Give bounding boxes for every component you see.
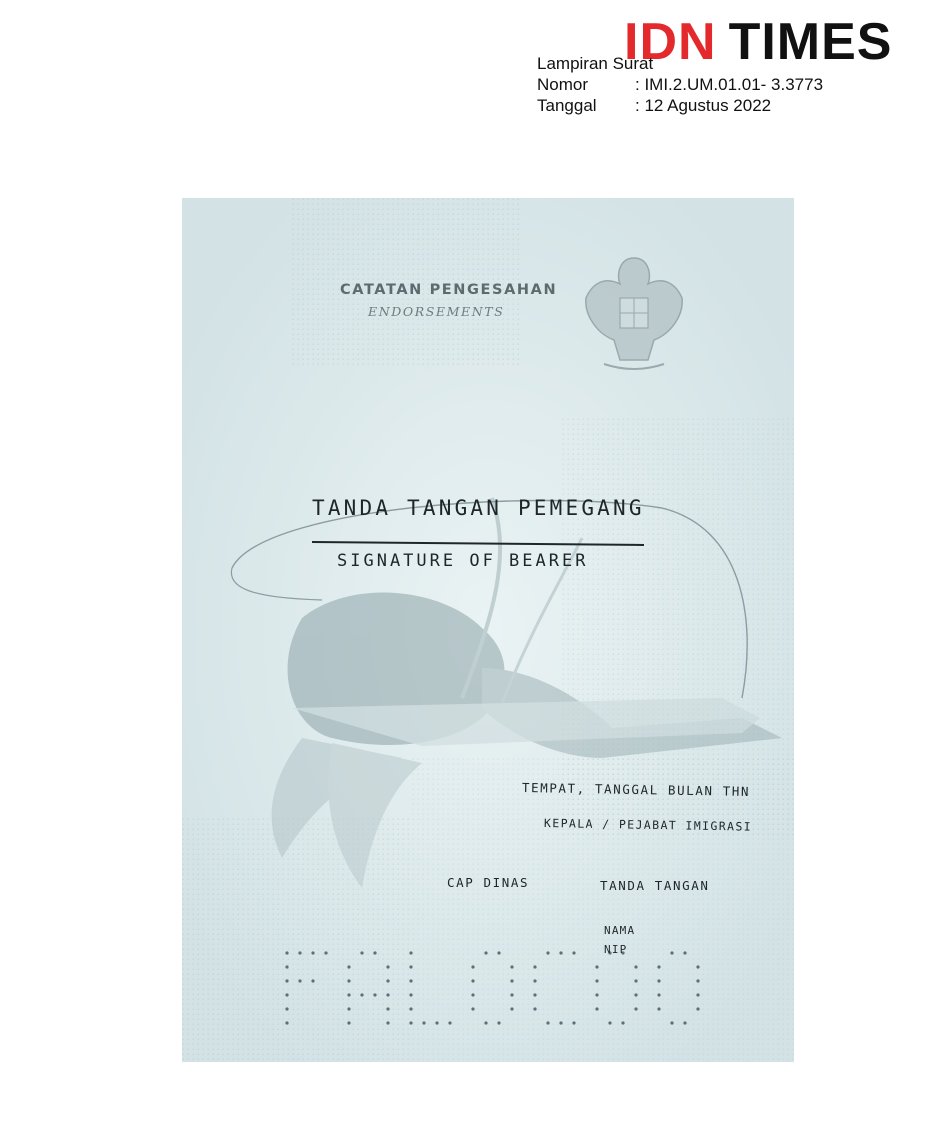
logo-idn-text: IDN	[624, 13, 717, 71]
passport-page-title: CATATAN PENGESAHAN	[340, 282, 558, 298]
handwritten-bearer-signature-label: TANDA TANGAN PEMEGANG	[312, 496, 645, 520]
nomor-label: Nomor	[537, 75, 589, 94]
handwritten-signature-of-bearer: SIGNATURE OF BEARER	[337, 551, 589, 571]
logo-times-text: TIMES	[728, 13, 893, 71]
handwritten-nip: NIP	[604, 943, 628, 956]
letter-attachment-header	[537, 53, 823, 116]
tanggal-value: : 12 Agustus 2022	[635, 96, 772, 115]
nomor-value: : IMI.2.UM.01.01- 3.3773	[635, 75, 824, 94]
lampiran-label: Lampiran Surat	[537, 54, 654, 73]
handwritten-place-date: TEMPAT, TANGGAL BULAN THN	[521, 780, 751, 799]
passport-page-subtitle: ENDORSEMENTS	[368, 304, 505, 319]
handwritten-name: NAMA	[604, 924, 636, 937]
handwritten-officer: KEPALA / PEJABAT IMIGRASI	[543, 816, 753, 834]
handwritten-signature: TANDA TANGAN	[600, 878, 710, 893]
passport-background-art	[182, 198, 794, 1062]
handwritten-stamp: CAP DINAS	[447, 875, 530, 890]
tanggal-label: Tanggal	[537, 96, 597, 115]
passport-endorsement-page	[182, 198, 794, 1062]
